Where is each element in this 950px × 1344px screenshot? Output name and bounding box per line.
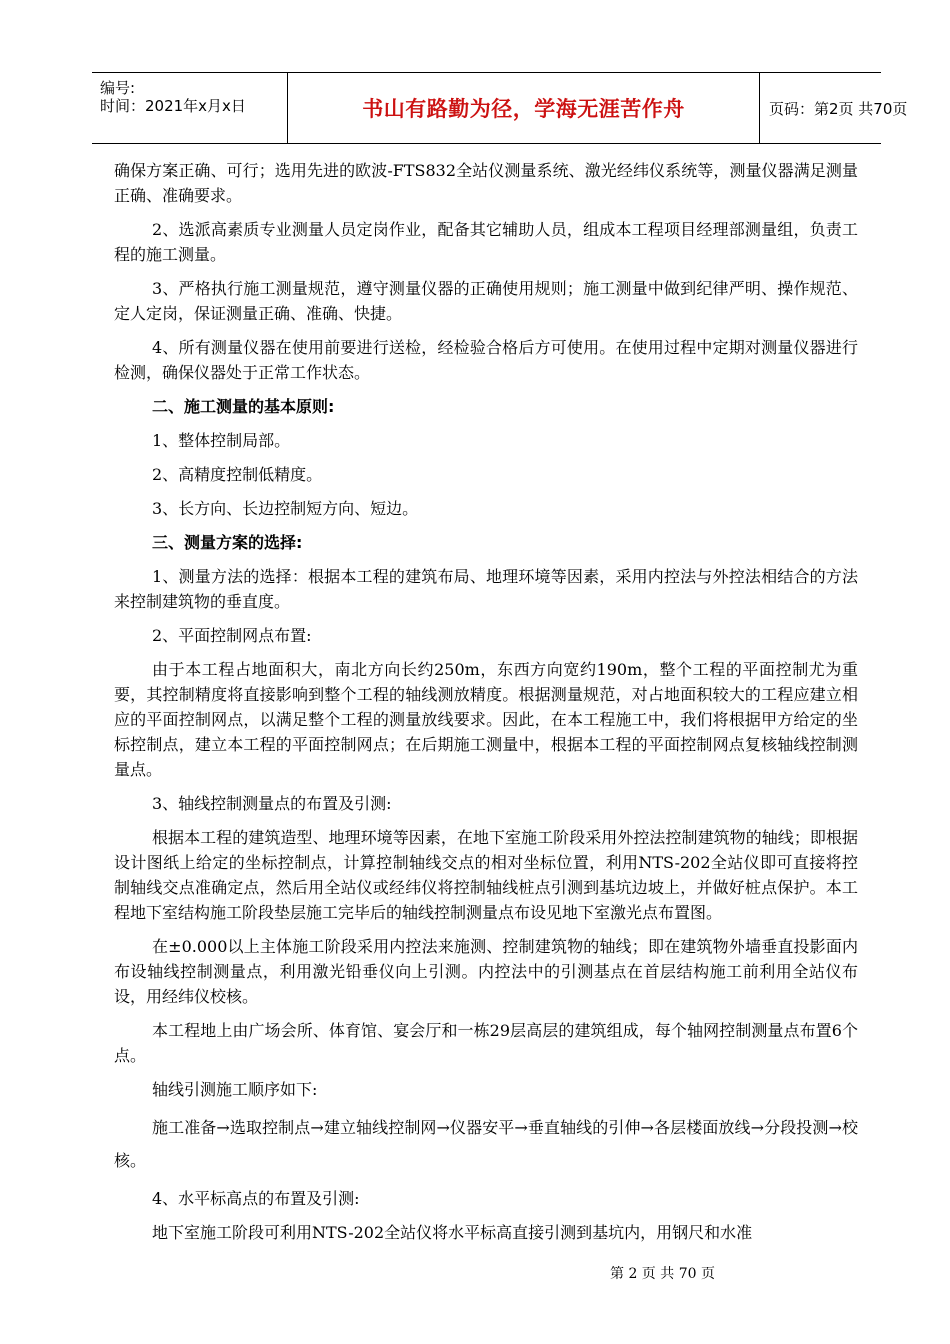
body-paragraph: 3、严格执行施工测量规范，遵守测量仪器的正确使用规则；施工测量中做到纪律严明、操作规范、定人定岗，保证测量正确、准确、快捷。 [114, 279, 858, 323]
page-header [92, 72, 908, 144]
body-paragraph: 4、水平标高点的布置及引测: [152, 1189, 360, 1208]
header-motto: 书山有路勤为径，学海无涯苦作舟 [362, 97, 685, 121]
body-paragraph: 本工程地上由广场会所、体育馆、宴会厅和一栋29层高层的建筑组成，每个轴网控制测量点布置6个点。 [114, 1021, 858, 1065]
body-paragraph: 轴线引测施工顺序如下: [152, 1080, 318, 1099]
document-body [114, 158, 858, 1254]
body-paragraph: 1、整体控制局部。 [152, 431, 291, 450]
body-paragraph: 2、平面控制网点布置: [152, 626, 312, 645]
body-paragraph: 在±0.000以上主体施工阶段采用内控法来施测、控制建筑物的轴线；即在建筑物外墙垂直投影面内布设轴线控制测量点，利用激光铅垂仪向上引测。内控法中的引测基点在首层结构施工前利用全站仪布设，用经纬仪校核。 [114, 937, 858, 1006]
body-paragraph: 3、轴线控制测量点的布置及引测: [152, 794, 392, 813]
document-number-label: 编号: [100, 79, 136, 97]
body-paragraph: 地下室施工阶段可利用NTS-202全站仪将水平标高直接引测到基坑内，用钢尺和水准 [152, 1223, 753, 1242]
body-paragraph: 根据本工程的建筑造型、地理环境等因素，在地下室施工阶段采用外控法控制建筑物的轴线；即根据设计图纸上给定的坐标控制点，计算控制轴线交点的相对坐标位置，利用NTS-202全站仪即可直接将控制轴线交点准确定点，然后用全站仪或经纬仪将控制轴线桩点引测到基坑边坡上，并做好桩点保护。本工程地下室结构施工阶段垫层施工完毕后的轴线控制测量点布设见地下室激光点布置图。 [114, 828, 858, 922]
header-motto-cell [288, 73, 760, 143]
section-heading: 三、测量方案的选择: [152, 533, 303, 552]
body-paragraph: 由于本工程占地面积大，南北方向长约250m，东西方向宽约190m，整个工程的平面控制尤为重要，其控制精度将直接影响到整个工程的轴线测放精度。根据测量规范，对占地面积较大的工程应建立相应的平面控制网点，以满足整个工程的测量放线要求。因此，在本工程施工中，我们将根据甲方给定的坐标控制点，建立本工程的平面控制网点；在后期施工测量中，根据本工程的平面控制网点复核轴线控制测量点。 [114, 660, 858, 779]
header-page-cell [760, 73, 908, 143]
body-paragraph: 确保方案正确、可行；选用先进的欧波-FTS832全站仪测量系统、激光经纬仪系统等，测量仪器满足测量正确、准确要求。 [114, 161, 858, 205]
section-heading: 二、施工测量的基本原则: [152, 397, 335, 416]
body-paragraph: 2、高精度控制低精度。 [152, 465, 323, 484]
body-paragraph: 2、选派高素质专业测量人员定岗作业，配备其它辅助人员，组成本工程项目经理部测量组，负责工程的施工测量。 [114, 220, 858, 264]
body-paragraph: 4、所有测量仪器在使用前要进行送检，经检验合格后方可使用。在使用过程中定期对测量仪器进行检测，确保仪器处于正常工作状态。 [114, 338, 858, 382]
body-paragraph: 施工准备→选取控制点→建立轴线控制网→仪器安平→垂直轴线的引伸→各层楼面放线→分段投测→校核。 [114, 1118, 858, 1170]
header-page-info: 页码：第2页 共70页 [769, 99, 908, 118]
document-time-label: 时间：2021年x月x日 [100, 97, 246, 115]
body-paragraph: 3、长方向、长边控制短方向、短边。 [152, 499, 419, 518]
page-footer: 第 2 页 共 70 页 [610, 1266, 715, 1282]
header-meta-cell [92, 73, 288, 143]
body-paragraph: 1、测量方法的选择：根据本工程的建筑布局、地理环境等因素，采用内控法与外控法相结合的方法来控制建筑物的垂直度。 [114, 567, 858, 611]
